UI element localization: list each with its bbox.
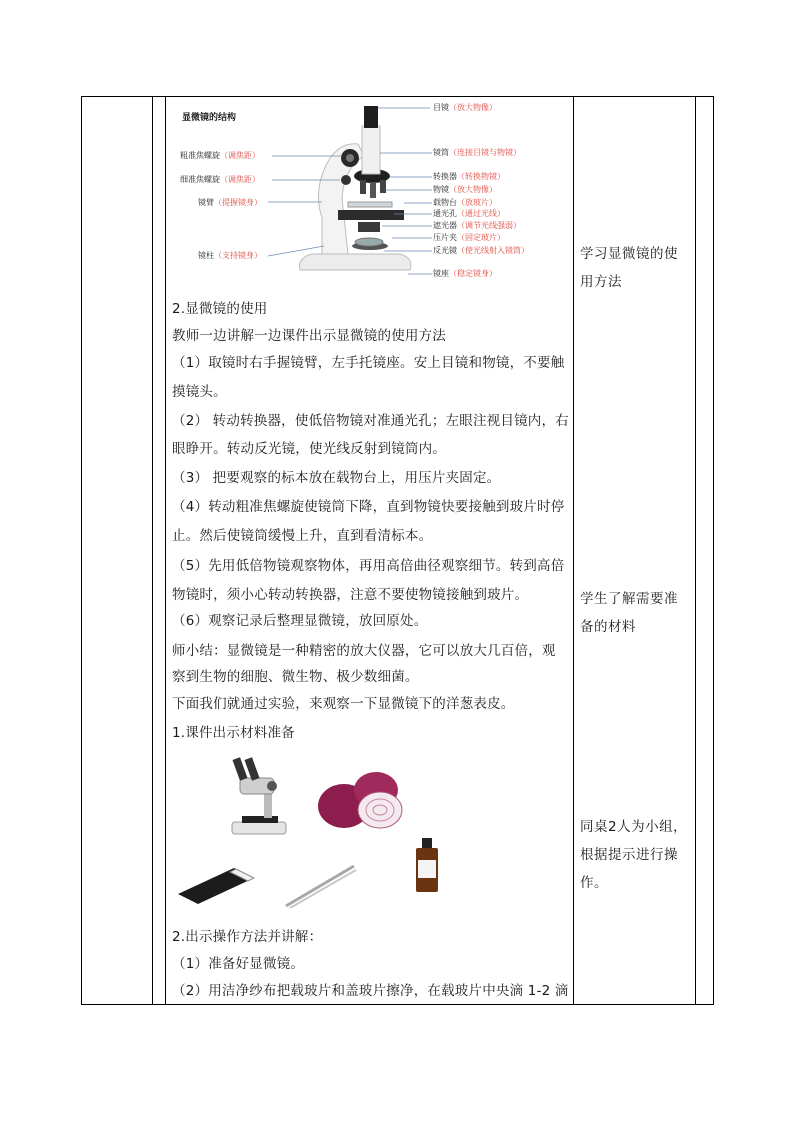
- microscope-structure-figure: [172, 98, 567, 288]
- onion-image: [314, 760, 414, 840]
- label-tube: 镜筒（连接目镜与物镜）: [433, 148, 521, 157]
- side-note-3-line-3: 作。: [580, 875, 608, 891]
- glass-slide-image: [176, 864, 256, 904]
- materials-figure: [172, 748, 567, 918]
- stereo-microscope-image: [224, 752, 294, 842]
- label-stage: 载物台（放玻片）: [433, 198, 497, 207]
- body-line-14: 下面我们就通过实验，来观察一下显微镜下的洋葱表皮。: [172, 696, 515, 712]
- section-title-microscope-use: 2.显微镜的使用: [172, 301, 268, 317]
- body-line-7: （4）转动粗准焦螺旋使镜筒下降，直到物镜快要接触到玻片时停: [172, 499, 565, 515]
- side-note-1-line-2: 用方法: [580, 274, 622, 290]
- body-line-12: 师小结：显微镜是一种精密的放大仪器，它可以放大几百倍，观: [172, 643, 556, 659]
- body-line-16: 2.出示操作方法并讲解：: [172, 929, 323, 945]
- body-line-10: 物镜时，须小心转动转换器，注意不要使物镜接触到玻片。: [172, 587, 529, 603]
- label-fine-focus: 细准焦螺旋（调焦距）: [180, 175, 260, 184]
- label-aperture: 通光孔（通过光线）: [433, 209, 505, 218]
- side-note-1-line-1: 学习显微镜的使: [580, 246, 678, 262]
- label-base: 镜座（稳定镜身）: [433, 269, 497, 278]
- column-divider-2: [165, 96, 166, 1005]
- body-line-17: （1）准备好显微镜。: [172, 956, 305, 972]
- body-line-3: 摸镜头。: [172, 384, 227, 400]
- side-note-2-line-1: 学生了解需要准: [580, 591, 678, 607]
- label-nosepiece: 转换器（转换物镜）: [433, 172, 505, 181]
- table-top-border: [81, 96, 714, 97]
- body-line-9: （5）先用低倍物镜观察物体，再用高倍曲径观察细节。转到高倍: [172, 558, 565, 574]
- label-pillar: 镜柱（支持镜身）: [198, 251, 262, 260]
- label-mirror: 反光镜（使光线射入镜筒）: [433, 246, 529, 255]
- table-left-border: [81, 96, 82, 1005]
- side-note-3-line-1: 同桌2人为小组，: [580, 819, 688, 835]
- body-line-11: （6）观察记录后整理显微镜，放回原处。: [172, 613, 428, 629]
- column-divider-4: [695, 96, 696, 1005]
- diagram-title: 显微镜的结构: [182, 113, 237, 123]
- label-arm: 镜臂（提握镜身）: [198, 198, 262, 207]
- body-line-13: 察到生物的细胞、微生物、极少数细菌。: [172, 669, 419, 685]
- body-line-4: （2） 转动转换器，使低倍物镜对准通光孔；左眼注视目镜内，右: [172, 413, 569, 429]
- table-right-border: [713, 96, 714, 1005]
- label-objective: 物镜（放大物像）: [433, 185, 497, 194]
- body-line-6: （3） 把要观察的标本放在载物台上，用压片夹固定。: [172, 470, 501, 486]
- column-divider-1: [152, 96, 153, 1005]
- side-note-3-line-2: 根据提示进行操: [580, 847, 678, 863]
- label-diaphragm: 遮光器（调节光线强弱）: [433, 221, 521, 230]
- label-stage-clip: 压片夹（固定玻片）: [433, 233, 505, 242]
- body-line-5: 眼睁开。转动反光镜，使光线反射到镜筒内。: [172, 441, 446, 457]
- label-eyepiece: 目镜（放大物像）: [433, 103, 497, 112]
- body-line-15: 1.课件出示材料准备: [172, 725, 295, 741]
- table-bottom-border: [81, 1004, 714, 1005]
- tweezers-image: [280, 862, 360, 912]
- body-line-18: （2）用洁净纱布把载玻片和盖玻片擦净，在载玻片中央滴 1-2 滴: [172, 983, 569, 999]
- body-line-2: （1）取镜时右手握镜臂，左手托镜座。安上目镜和物镜，不要触: [172, 355, 565, 371]
- side-note-2-line-2: 备的材料: [580, 619, 636, 635]
- column-divider-3: [573, 96, 574, 1005]
- body-line-1: 教师一边讲解一边课件出示显微镜的使用方法: [172, 328, 446, 344]
- body-line-8: 止。然后使镜筒缓慢上升，直到看清标本。: [172, 528, 433, 544]
- label-coarse-focus: 粗准焦螺旋（调焦距）: [180, 151, 260, 160]
- reagent-bottle-image: [412, 836, 442, 896]
